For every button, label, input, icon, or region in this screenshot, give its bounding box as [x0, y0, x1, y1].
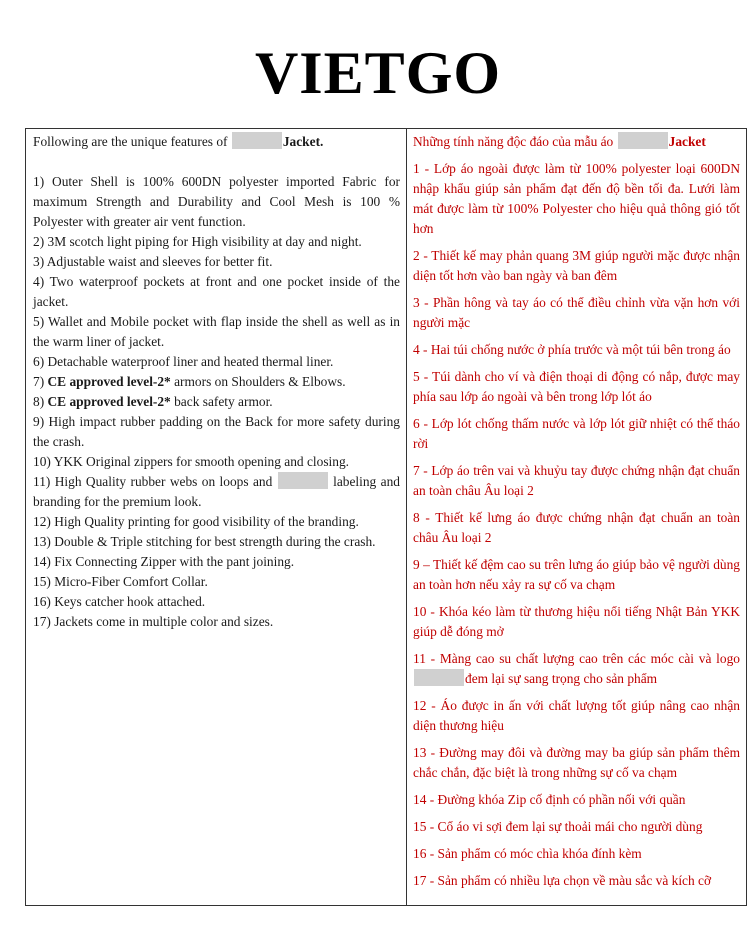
english-intro	[33, 132, 400, 152]
redacted-brand	[414, 669, 464, 686]
vietnamese-item-1: 1 - Lớp áo ngoài được làm từ 100% polyester loại 600DN nhập khẩu giúp sản phẩm đạt đến độ bền tối đa. Lưới làm mát được làm từ 100% Polyester cho hiệu quả thông gió tốt hơn	[413, 161, 740, 236]
vietnamese-item-7: 7 - Lớp áo trên vai và khuỷu tay được chứng nhận đạt chuẩn an toàn châu Âu loại 2	[413, 463, 740, 498]
redacted-brand	[232, 132, 282, 149]
english-item-4: 4) Two waterproof pockets at front and one pocket inside of the jacket.	[33, 274, 400, 309]
english-item-7-prefix: 7)	[33, 374, 48, 389]
english-item-17: 17) Jackets come in multiple color and sizes.	[33, 614, 274, 629]
vietnamese-item-11-rest: đem lại sự sang trọng cho sản phẩm	[465, 671, 658, 686]
english-item-8	[33, 392, 400, 412]
vietnamese-item-4: 4 - Hai túi chống nước ở phía trước và một túi bên trong áo	[413, 342, 731, 357]
english-item-15: 15) Micro-Fiber Comfort Collar.	[33, 574, 208, 589]
vietnamese-item-15: 15 - Cổ áo vi sợi đem lại sự thoải mái cho người dùng	[413, 819, 703, 834]
english-item-12: 12) High Quality printing for good visibility of the branding.	[33, 514, 359, 529]
english-item-11-prefix: 11) High Quality rubber webs on loops and	[33, 474, 273, 489]
vietnamese-item-16: 16 - Sản phẩm có móc chìa khóa đính kèm	[413, 846, 642, 861]
english-item-16: 16) Keys catcher hook attached.	[33, 594, 206, 609]
english-item-14: 14) Fix Connecting Zipper with the pant joining.	[33, 554, 295, 569]
english-intro-text: Following are the unique features of	[33, 134, 228, 149]
vietnamese-item-11-prefix: 11 - Màng cao su chất lượng cao trên các móc cài và logo	[413, 651, 740, 666]
english-item-11	[33, 472, 400, 512]
vietnamese-item-8: 8 - Thiết kế lưng áo được chứng nhận đạt chuẩn an toàn châu Âu loại 2	[413, 510, 740, 545]
redacted-brand	[278, 472, 328, 489]
vietnamese-item-12: 12 - Áo được in ấn với chất lượng tốt giúp nâng cao nhận diện thương hiệu	[413, 698, 740, 733]
vietnamese-item-5: 5 - Túi dành cho ví và điện thoại di động có nắp, được may phía sau lớp áo ngoài và bên trong lớp lót áo	[413, 369, 740, 404]
english-item-8-prefix: 8)	[33, 394, 48, 409]
english-column	[26, 129, 407, 905]
vietnamese-item-11	[413, 649, 740, 689]
vietnamese-item-10: 10 - Khóa kéo làm từ thương hiệu nổi tiếng Nhật Bản YKK giúp dễ đóng mở	[413, 604, 740, 639]
english-item-13: 13) Double & Triple stitching for best strength during the crash.	[33, 534, 376, 549]
english-item-9: 9) High impact rubber padding on the Back for more safety during the crash.	[33, 414, 400, 449]
english-item-2: 2) 3M scotch light piping for High visibility at day and night.	[33, 234, 362, 249]
vietnamese-item-6: 6 - Lớp lót chống thấm nước và lớp lót giữ nhiệt có thể tháo rời	[413, 416, 740, 451]
english-item-8-rest: back safety armor.	[170, 394, 273, 409]
redacted-brand	[618, 132, 668, 149]
english-item-7-rest: armors on Shoulders & Elbows.	[170, 374, 346, 389]
vietnamese-column	[407, 129, 746, 905]
english-item-3: 3) Adjustable waist and sleeves for better fit.	[33, 254, 273, 269]
vietnamese-item-3: 3 - Phần hông và tay áo có thể điều chỉnh vừa vặn hơn với người mặc	[413, 295, 740, 330]
english-item-6: 6) Detachable waterproof liner and heated thermal liner.	[33, 354, 334, 369]
vietnamese-item-14: 14 - Đường khóa Zip cố định có phần nối với quần	[413, 792, 686, 807]
english-item-1: 1) Outer Shell is 100% 600DN polyester imported Fabric for maximum Strength and Durability and Cool Mesh is 100 % Polyester with greater air vent function.	[33, 174, 400, 229]
english-item-11-rest: labeling and branding for the premium look.	[33, 474, 400, 509]
vietnamese-intro-text: Những tính năng độc đáo của mẫu áo	[413, 134, 614, 149]
vietnamese-item-17: 17 - Sản phẩm có nhiều lựa chọn về màu sắc và kích cỡ	[413, 873, 712, 888]
english-item-5: 5) Wallet and Mobile pocket with flap inside the shell as well as in the warm liner of jacket.	[33, 314, 400, 349]
vietnamese-item-9: 9 – Thiết kế đệm cao su trên lưng áo giúp bảo vệ người dùng an toàn hơn nếu xảy ra sự cố va chạm	[413, 557, 740, 592]
feature-table	[25, 128, 747, 906]
vietnamese-intro-product: Jacket	[668, 134, 706, 149]
page-title: VIETGO	[254, 40, 502, 106]
english-item-7-bold: CE approved level-2*	[47, 374, 171, 389]
english-item-10: 10) YKK Original zippers for smooth opening and closing.	[33, 454, 349, 469]
english-intro-product: Jacket.	[282, 134, 324, 149]
english-item-8-bold: CE approved level-2*	[47, 394, 171, 409]
vietnamese-intro	[413, 132, 740, 152]
vietnamese-item-2: 2 - Thiết kế may phản quang 3M giúp người mặc được nhận diện tốt hơn vào ban ngày và ban đêm	[413, 248, 740, 283]
vietnamese-item-13: 13 - Đường may đôi và đường may ba giúp sản phẩm thêm chắc chắn, đặc biệt là trong những sự cố va chạm	[413, 745, 740, 780]
english-item-7	[33, 372, 400, 392]
